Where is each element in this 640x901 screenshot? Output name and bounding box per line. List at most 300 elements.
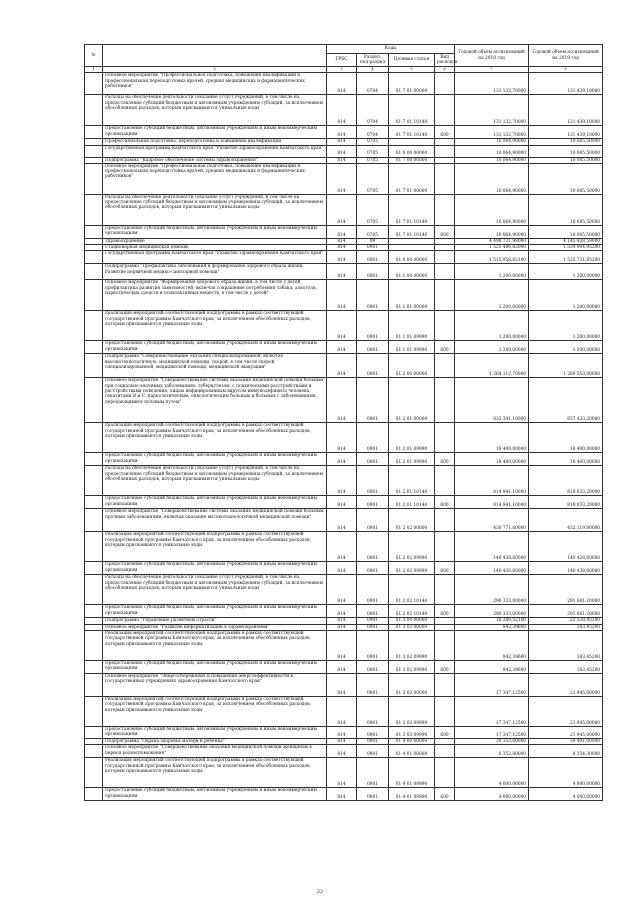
table-row xyxy=(85,251,603,264)
row-name: Расходы на обеспечение деятельности (оказание услуг) учреждений, в том числе на предоставление субсидий бюджетным и автономным учреждениям субсидий, за исключением обособленных расходов, которым присваиваются уникальные коды xyxy=(103,575,327,605)
row-number xyxy=(85,532,103,562)
row-number xyxy=(85,605,103,618)
row-amount-2018: 17 347,12500 xyxy=(455,727,529,739)
row-section: 0704 xyxy=(357,126,389,139)
row-section: 0901 xyxy=(357,354,389,378)
row-grbs: 814 xyxy=(327,95,357,126)
row-section: 0901 xyxy=(357,251,389,264)
row-number xyxy=(85,73,103,95)
row-target: 01 0 00 00000 xyxy=(389,145,435,157)
row-section: 0901 xyxy=(357,618,389,624)
row-amount-2018: 18 400,00000 xyxy=(455,423,529,453)
row-exptype xyxy=(435,532,455,562)
row-exptype xyxy=(435,354,455,378)
row-target: 01 2 02 10140 xyxy=(389,605,435,618)
row-target: 01 1 01 00000 xyxy=(389,280,435,311)
row-amount-2018: 10 064,90000 xyxy=(455,194,529,225)
row-section: 0901 xyxy=(357,311,389,341)
row-exptype: 600 xyxy=(435,453,455,466)
row-grbs: 814 xyxy=(327,466,357,496)
row-section: 0705 xyxy=(357,145,389,157)
row-grbs: 814 xyxy=(327,745,357,758)
row-name: Предоставление субсидий бюджетным, автономным учреждениям и иным некоммерческим организациям xyxy=(103,341,327,354)
row-exptype xyxy=(435,194,455,225)
row-section: 0901 xyxy=(357,727,389,739)
row-number xyxy=(85,661,103,674)
row-grbs: 814 xyxy=(327,739,357,745)
row-amount-2018: 140 438,60000 xyxy=(455,562,529,575)
row-exptype xyxy=(435,758,455,788)
row-amount-2019: 819 033,20000 xyxy=(529,466,603,496)
header-2018: Годовой объем ассигнований на 2018 год xyxy=(455,45,529,67)
row-name: Расходы на обеспечение деятельности (оказание услуг) учреждений, в том числе на предоставление субсидий бюджетным и автономным учреждениям субсидий, за исключением обособленных расходов, которым присваиваются уникальные коды xyxy=(103,466,327,496)
row-target: 01 3 02 09990 xyxy=(389,661,435,674)
row-target: 01 2 02 09990 xyxy=(389,562,435,575)
header-index: 5 xyxy=(389,67,435,73)
row-target: 01 1 01 09990 xyxy=(389,341,435,354)
row-amount-2019: 1 200,00000 xyxy=(529,264,603,280)
row-name: Реализация мероприятий соответствующей подпрограммы в рамках соответствующей государственной программы Камчатского края, за исключением обособленных расходов, которым присваиваются уникальные коды xyxy=(103,697,327,727)
row-amount-2018: 10 064,90000 xyxy=(455,139,529,145)
table-row xyxy=(85,157,603,163)
table-row xyxy=(85,466,603,496)
row-amount-2019: 21 945,00000 xyxy=(529,727,603,739)
row-amount-2018: 1 200,00000 xyxy=(455,341,529,354)
header-exptype: Вид расходов xyxy=(435,54,455,67)
row-number xyxy=(85,95,103,126)
row-grbs: 814 xyxy=(327,423,357,453)
row-section: 0704 xyxy=(357,73,389,95)
row-section: 0901 xyxy=(357,378,389,423)
row-target: 01 2 01 09990 xyxy=(389,423,435,453)
row-target: 01 3 02 09990 xyxy=(389,631,435,661)
table-row xyxy=(85,562,603,575)
row-section: 0901 xyxy=(357,631,389,661)
row-grbs: 814 xyxy=(327,788,357,801)
row-name: Предоставление субсидий бюджетным, автономным учреждениям и иным некоммерческим организациям xyxy=(103,496,327,509)
row-grbs: 814 xyxy=(327,238,357,244)
row-number xyxy=(85,453,103,466)
row-target: 01 3 03 09990 xyxy=(389,727,435,739)
row-number xyxy=(85,378,103,423)
row-name: Подпрограмма "Управление развитием отрасли" xyxy=(103,618,327,624)
row-target: 01 2 02 09990 xyxy=(389,532,435,562)
row-target: 01 3 03 09990 xyxy=(389,697,435,727)
row-target: 01 2 01 10140 xyxy=(389,496,435,509)
row-amount-2019: 18 400,00000 xyxy=(529,423,603,453)
row-amount-2018: 18 400,00000 xyxy=(455,453,529,466)
row-exptype xyxy=(435,509,455,532)
table-row xyxy=(85,245,603,251)
row-grbs: 814 xyxy=(327,341,357,354)
header-target: Целевая статья xyxy=(389,54,435,67)
row-target: 01 7 00 00000 xyxy=(389,157,435,163)
table-row xyxy=(85,139,603,145)
row-amount-2019: 39 491,00000 xyxy=(529,739,603,745)
row-amount-2018: 17 347,12500 xyxy=(455,674,529,697)
row-grbs: 814 xyxy=(327,674,357,697)
row-target: 01 3 03 00000 xyxy=(389,674,435,697)
row-number xyxy=(85,311,103,341)
budget-table xyxy=(84,44,603,801)
row-grbs: 814 xyxy=(327,631,357,661)
table-row xyxy=(85,423,603,453)
row-exptype: 600 xyxy=(435,727,455,739)
row-section: 0705 xyxy=(357,194,389,225)
header-num: № xyxy=(85,45,103,67)
row-amount-2019: 140 438,60000 xyxy=(529,532,603,562)
row-name: Основное мероприятие "Профессиональная подготовка, повышение квалификации и профессиональная переподготовка врачей, средних медицинских и фармацевтических работников" xyxy=(103,163,327,194)
row-exptype xyxy=(435,163,455,194)
row-section: 0901 xyxy=(357,605,389,618)
row-amount-2019: 10 085,50000 xyxy=(529,157,603,163)
row-amount-2019: 183,45200 xyxy=(529,624,603,630)
row-section: 0901 xyxy=(357,341,389,354)
row-number xyxy=(85,496,103,509)
table-row xyxy=(85,661,603,674)
row-amount-2018: 131 132,70000 xyxy=(455,126,529,139)
row-grbs: 814 xyxy=(327,496,357,509)
row-number xyxy=(85,280,103,311)
row-amount-2019: 10 085,50000 xyxy=(529,225,603,238)
row-amount-2019: 10 085,50000 xyxy=(529,163,603,194)
row-amount-2019: 1 200,00000 xyxy=(529,280,603,311)
row-amount-2018: 1 264 112,70000 xyxy=(455,354,529,378)
row-name: Здравоохранение xyxy=(103,238,327,244)
row-section: 0901 xyxy=(357,562,389,575)
row-section: 0901 xyxy=(357,575,389,605)
row-number xyxy=(85,251,103,264)
row-name: Основное мероприятие "Совершенствование системы оказания медицинской помощи больным при социально-значимых заболеваниях: туберкулезом, с психическими расстройствами и расстройствами поведения, лицам инфицированным вирусом иммунодефицита человека, гепатитами В и С, наркологическим, онкологическим больным и больным с заболеваниями, передающимися половым путем" xyxy=(103,378,327,423)
row-section: 0901 xyxy=(357,697,389,727)
table-row xyxy=(85,605,603,618)
row-amount-2018: 1 200,00000 xyxy=(455,311,529,341)
row-amount-2019: 21 945,00000 xyxy=(529,697,603,727)
row-name: Стационарная медицинская помощь xyxy=(103,245,327,251)
table-row xyxy=(85,311,603,341)
row-amount-2018: 8 352,80000 xyxy=(455,745,529,758)
row-number xyxy=(85,697,103,727)
row-number xyxy=(85,509,103,532)
row-target: 01 0 00 00000 xyxy=(389,251,435,264)
row-amount-2018: 814 941,10000 xyxy=(455,496,529,509)
row-grbs: 814 xyxy=(327,73,357,95)
row-exptype xyxy=(435,697,455,727)
row-name: Реализация мероприятий соответствующей подпрограммы в рамках соответствующей государственной программы Камчатского края, за исключением обособленных расходов, которым присваиваются уникальные коды xyxy=(103,631,327,661)
table-row xyxy=(85,532,603,562)
row-number xyxy=(85,225,103,238)
row-exptype: 600 xyxy=(435,126,455,139)
row-amount-2019: 1 269 553,00000 xyxy=(529,354,603,378)
header-grbs: ГРБС xyxy=(327,54,357,67)
table-row xyxy=(85,624,603,630)
row-amount-2019: 1 534 904,95200 xyxy=(529,245,603,251)
header-index: 7 xyxy=(455,67,529,73)
row-amount-2018: 4 000,00000 xyxy=(455,788,529,801)
row-number xyxy=(85,145,103,157)
row-name: Основное мероприятие "Формирование здорового образа жизни, в том числе у детей, профилактика развития зависимостей, включая сокращение потребления табака, алкоголя, наркотических средств и психоактивных веществ, в том числе у детей" xyxy=(103,280,327,311)
row-section: 0901 xyxy=(357,280,389,311)
header-index: 6 xyxy=(435,67,455,73)
row-amount-2019: 1 200,00000 xyxy=(529,341,603,354)
row-section: 0704 xyxy=(357,95,389,126)
row-target: 01 7 01 10140 xyxy=(389,126,435,139)
header-index: 1 xyxy=(85,67,103,73)
row-name: Предоставление субсидий бюджетным, автономным учреждениям и иным некоммерческим организациям xyxy=(103,605,327,618)
row-number xyxy=(85,674,103,697)
row-exptype xyxy=(435,575,455,605)
row-amount-2019: 819 033,20000 xyxy=(529,496,603,509)
header-index: 4 xyxy=(357,67,389,73)
row-exptype: 600 xyxy=(435,496,455,509)
table-row xyxy=(85,745,603,758)
row-grbs: 814 xyxy=(327,727,357,739)
row-target: 01 7 01 10140 xyxy=(389,225,435,238)
row-target: 01 4 01 09990 xyxy=(389,758,435,788)
header-section: Раздел, под-раздел xyxy=(357,54,389,67)
row-amount-2019: 21 945,00000 xyxy=(529,674,603,697)
table-row xyxy=(85,631,603,661)
row-exptype xyxy=(435,95,455,126)
row-target: 01 7 01 00000 xyxy=(389,163,435,194)
row-section: 0705 xyxy=(357,157,389,163)
row-name: Предоставление субсидий бюджетным, автономным учреждениям и иным некоммерческим организациям xyxy=(103,661,327,674)
row-number xyxy=(85,126,103,139)
row-grbs: 814 xyxy=(327,163,357,194)
table-row xyxy=(85,73,603,95)
row-amount-2018: 39 353,60000 xyxy=(455,739,529,745)
row-grbs: 814 xyxy=(327,126,357,139)
row-number xyxy=(85,727,103,739)
row-target: 01 1 01 09990 xyxy=(389,311,435,341)
row-number xyxy=(85,163,103,194)
row-exptype: 600 xyxy=(435,605,455,618)
row-section: 0901 xyxy=(357,264,389,280)
row-target: 01 1 00 00000 xyxy=(389,264,435,280)
row-number xyxy=(85,423,103,453)
row-grbs: 814 xyxy=(327,618,357,624)
row-amount-2019: 8 354,30000 xyxy=(529,745,603,758)
row-section: 0705 xyxy=(357,163,389,194)
row-grbs: 814 xyxy=(327,354,357,378)
row-grbs: 814 xyxy=(327,605,357,618)
row-name: Предоставление субсидий бюджетным, автономным учреждениям и иным некоммерческим организациям xyxy=(103,562,327,575)
row-number xyxy=(85,341,103,354)
table-row xyxy=(85,727,603,739)
row-section: 0901 xyxy=(357,496,389,509)
row-exptype xyxy=(435,378,455,423)
header-codes: Коды xyxy=(327,45,455,54)
table-row xyxy=(85,575,603,605)
row-amount-2018: 1 525 486,82000 xyxy=(455,245,529,251)
row-grbs: 814 xyxy=(327,145,357,157)
row-exptype xyxy=(435,745,455,758)
row-amount-2019: 131 439,10000 xyxy=(529,95,603,126)
table-row xyxy=(85,758,603,788)
row-target: 01 4 01 00000 xyxy=(389,745,435,758)
row-amount-2019: 10 085,50000 xyxy=(529,145,603,157)
row-number xyxy=(85,354,103,378)
row-target: 01 2 00 00000 xyxy=(389,354,435,378)
row-number xyxy=(85,466,103,496)
row-amount-2018: 10 064,90000 xyxy=(455,163,529,194)
row-target: 01 2 01 09990 xyxy=(389,453,435,466)
row-exptype xyxy=(435,264,455,280)
row-amount-2018: 942,39600 xyxy=(455,631,529,661)
row-amount-2018: 290 333,00000 xyxy=(455,575,529,605)
row-amount-2018: 10 064,90000 xyxy=(455,157,529,163)
row-exptype xyxy=(435,423,455,453)
row-number xyxy=(85,194,103,225)
row-amount-2019: 18 400,00000 xyxy=(529,453,603,466)
row-amount-2018: 942,39600 xyxy=(455,624,529,630)
row-name: Основное мероприятие "Развитие информатизации в здравоохранении" xyxy=(103,624,327,630)
table-row xyxy=(85,453,603,466)
row-name: Предоставление субсидий бюджетным, автономным учреждениям и иным некоммерческим организациям xyxy=(103,225,327,238)
row-target: 01 7 01 00000 xyxy=(389,73,435,95)
row-section: 0901 xyxy=(357,674,389,697)
row-exptype xyxy=(435,145,455,157)
row-exptype: 600 xyxy=(435,341,455,354)
row-amount-2019: 22 128,45200 xyxy=(529,618,603,624)
table-body xyxy=(85,73,603,801)
row-target: 01 7 01 10140 xyxy=(389,95,435,126)
row-grbs: 814 xyxy=(327,225,357,238)
row-amount-2019: 183,45200 xyxy=(529,661,603,674)
row-grbs: 814 xyxy=(327,509,357,532)
header-index: 8 xyxy=(529,67,603,73)
table-row xyxy=(85,341,603,354)
row-amount-2019: 291 681,20000 xyxy=(529,575,603,605)
row-section: 0901 xyxy=(357,745,389,758)
row-exptype xyxy=(435,73,455,95)
header-index: 3 xyxy=(327,67,357,73)
row-section: 0901 xyxy=(357,453,389,466)
row-exptype: 600 xyxy=(435,788,455,801)
row-amount-2019: 10 085,50000 xyxy=(529,194,603,225)
row-name: Подпрограмма "Профилактика заболеваний и формирование здорового образа жизни. Развитие первичной медико-санитарной помощи" xyxy=(103,264,327,280)
row-name: Профессиональная подготовка, переподготовка и повышение квалификации xyxy=(103,139,327,145)
table-row xyxy=(85,194,603,225)
row-exptype xyxy=(435,311,455,341)
row-grbs: 814 xyxy=(327,264,357,280)
row-name: Расходы на обеспечение деятельности (оказание услуг) учреждений, в том числе на предоставление субсидий бюджетным и автономным учреждениям субсидий, за исключением обособленных расходов, которым присваиваются уникальные коды xyxy=(103,194,327,225)
row-amount-2018: 10 064,90000 xyxy=(455,145,529,157)
row-amount-2019: 4 000,00000 xyxy=(529,788,603,801)
row-number xyxy=(85,264,103,280)
row-section: 0705 xyxy=(357,139,389,145)
row-name: Государственная программа Камчатского края "Развитие здравоохранения Камчатского края" xyxy=(103,251,327,264)
table-row xyxy=(85,496,603,509)
table-row xyxy=(85,264,603,280)
row-name: Реализация мероприятий соответствующей подпрограммы в рамках соответствующей государственной программы Камчатского края, за исключением обособленных расходов, которым присваиваются уникальные коды xyxy=(103,423,327,453)
row-amount-2018: 17 347,12500 xyxy=(455,697,529,727)
table-row xyxy=(85,378,603,423)
row-grbs: 814 xyxy=(327,194,357,225)
table-row xyxy=(85,145,603,157)
row-grbs: 814 xyxy=(327,453,357,466)
row-grbs: 814 xyxy=(327,378,357,423)
row-section: 0901 xyxy=(357,624,389,630)
row-amount-2019: 4 000,00000 xyxy=(529,758,603,788)
row-name: Расходы на обеспечение деятельности (оказание услуг) учреждений, в том числе на предоставление субсидий бюджетным и автономным учреждениям субсидий, за исключением обособленных расходов, которым присваиваются уникальные коды xyxy=(103,95,327,126)
row-grbs: 814 xyxy=(327,575,357,605)
row-grbs: 814 xyxy=(327,758,357,788)
row-name: Основное мероприятие "Совершенствование системы оказания медицинской помощи больным прочими заболеваниями, включая оказание высокотехнологичной медицинской помощи" xyxy=(103,509,327,532)
row-amount-2019: 291 681,20000 xyxy=(529,605,603,618)
row-amount-2019: 432 119,80000 xyxy=(529,509,603,532)
row-number xyxy=(85,758,103,788)
row-grbs: 814 xyxy=(327,245,357,251)
table-row xyxy=(85,618,603,624)
table-row xyxy=(85,674,603,697)
header-index: 2 xyxy=(103,67,327,73)
table-row xyxy=(85,739,603,745)
row-grbs: 814 xyxy=(327,562,357,575)
row-number xyxy=(85,745,103,758)
row-amount-2019: 183,45200 xyxy=(529,631,603,661)
table-row xyxy=(85,126,603,139)
row-target: 01 3 02 00000 xyxy=(389,624,435,630)
row-exptype xyxy=(435,466,455,496)
table-row xyxy=(85,163,603,194)
row-amount-2018: 1 200,00000 xyxy=(455,264,529,280)
row-target: 01 2 02 00000 xyxy=(389,509,435,532)
row-amount-2018: 4 498 731,98000 xyxy=(455,238,529,244)
row-number xyxy=(85,575,103,605)
row-amount-2018: 18 289,52100 xyxy=(455,618,529,624)
row-amount-2018: 430 771,60000 xyxy=(455,509,529,532)
row-exptype: 600 xyxy=(435,661,455,674)
row-section: 09 xyxy=(357,238,389,244)
row-name: Государственная программа Камчатского края "Развитие здравоохранения Камчатского края" xyxy=(103,145,327,157)
row-name: Подпрограмма "Совершенствование оказания специализированной, включая высокотехнологичную, медицинской помощи, скорой, в том числе скорой специализированной, медицинской помощи, медицинской эвакуации" xyxy=(103,354,327,378)
row-exptype: 600 xyxy=(435,562,455,575)
row-amount-2018: 131 132,70000 xyxy=(455,95,529,126)
table-row xyxy=(85,95,603,126)
row-grbs: 814 xyxy=(327,624,357,630)
table-row xyxy=(85,354,603,378)
row-grbs: 814 xyxy=(327,697,357,727)
row-amount-2018: 1 515 958,82100 xyxy=(455,251,529,264)
row-amount-2019: 837 433,20000 xyxy=(529,378,603,423)
page-number: 22 xyxy=(316,889,324,895)
row-target: 01 3 00 00000 xyxy=(389,618,435,624)
row-exptype xyxy=(435,251,455,264)
row-grbs: 814 xyxy=(327,157,357,163)
row-name: Реализация мероприятий соответствующей подпрограммы в рамках соответствующей государственной программы Камчатского края, за исключением обособленных расходов, которым присваиваются уникальные коды xyxy=(103,532,327,562)
row-name: Предоставление субсидий бюджетным, автономным учреждениям и иным некоммерческим организациям xyxy=(103,788,327,801)
row-name: Основное мероприятие "Профессиональная подготовка, повышение квалификации и профессиональная переподготовка врачей, средних медицинских и фармацевтических работников" xyxy=(103,73,327,95)
row-amount-2018: 833 341,10000 xyxy=(455,378,529,423)
budget-table-sheet xyxy=(84,44,602,801)
row-target: 01 2 01 10140 xyxy=(389,466,435,496)
row-amount-2019: 1 200,00000 xyxy=(529,311,603,341)
row-exptype xyxy=(435,280,455,311)
row-grbs: 814 xyxy=(327,251,357,264)
row-section: 0901 xyxy=(357,661,389,674)
row-exptype: 600 xyxy=(435,225,455,238)
row-target: 01 2 01 00000 xyxy=(389,378,435,423)
table-row xyxy=(85,509,603,532)
row-target: 01 2 02 10140 xyxy=(389,575,435,605)
row-amount-2019: 140 438,60000 xyxy=(529,562,603,575)
row-amount-2019: 1 525 731,85200 xyxy=(529,251,603,264)
row-amount-2018: 942,39600 xyxy=(455,661,529,674)
row-grbs: 814 xyxy=(327,280,357,311)
row-target: 01 4 01 09990 xyxy=(389,788,435,801)
row-amount-2018: 814 941,10000 xyxy=(455,466,529,496)
